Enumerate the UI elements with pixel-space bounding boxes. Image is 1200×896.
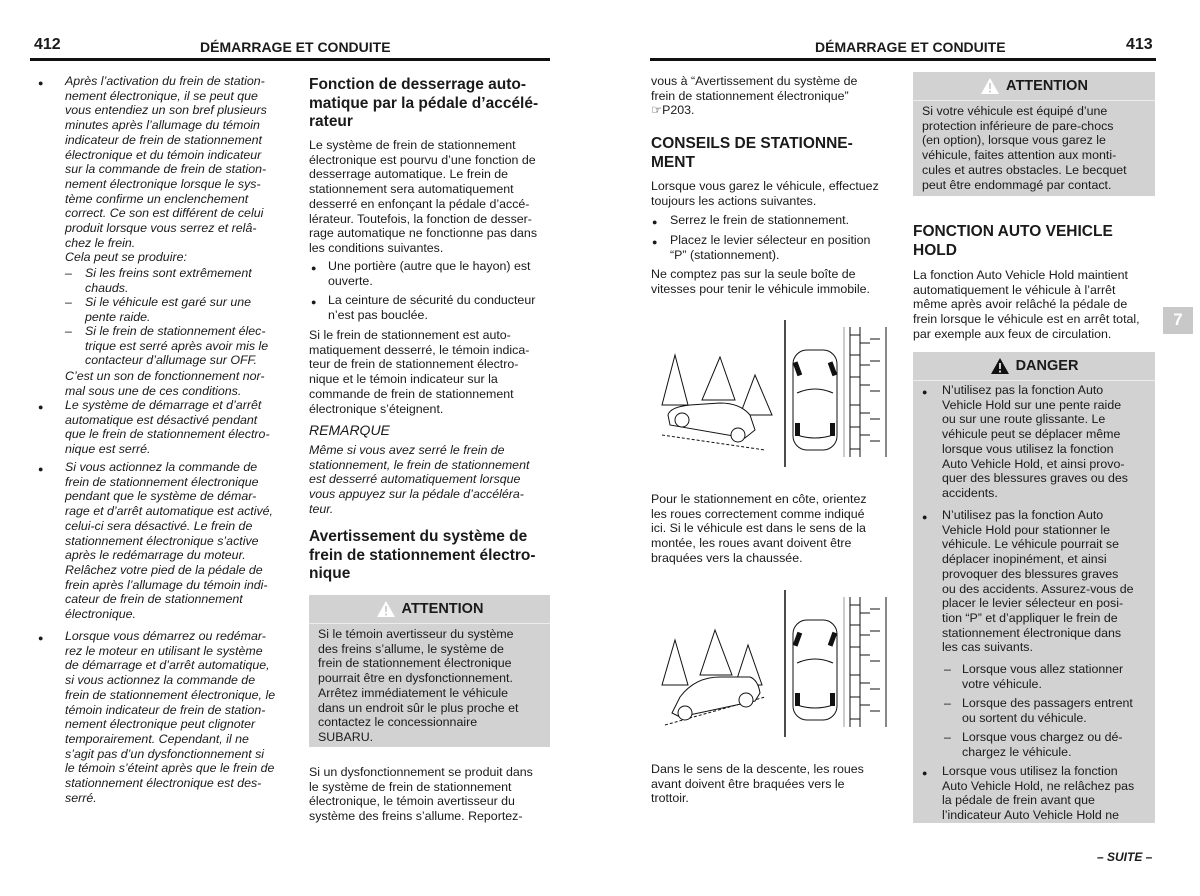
note-text: C’est un son de fonctionnement nor- mal sous une de ces conditions. <box>65 369 265 398</box>
paragraph: vous à “Avertissement du système de frein de stationnement électronique” ☞P203. <box>651 74 858 118</box>
attention-box <box>913 72 1155 196</box>
paragraph: Le système de frein de stationnement électronique est pourvu d’une fonction de desserrage automatique. Le frein de stationnement sera automatiquement desserré en enfonçant la pédale d’accé- lérateur. Toutefois, la fonction de desser- rage automatique ne fonctionne pas dans les conditions suivantes. <box>309 138 538 255</box>
bullet: ● <box>38 633 44 643</box>
paragraph: Lorsque vous garez le véhicule, effectuez toujours les actions suivantes. <box>651 179 879 208</box>
note-item: Si vous actionnez la commande de frein de stationnement électronique pendant que le système de démar- rage et d’arrêt automatique est activé, celui-ci sera désactivé. Le frein de stationnement électronique s’active après le redémarrage du moteur. Relâchez votre pied de la pédale de frein après l’allumage du témoin indi- cateur de frein de stationnement électronique. <box>65 460 274 622</box>
danger-label: DANGER <box>1015 357 1079 374</box>
bullet: ● <box>922 768 928 778</box>
note-item: Lorsque vous démarrez ou redémar- rez le moteur en utilisant le système de démarrage et d’arrêt automatique, si vous actionnez la commande de frein de stationnement électronique, le témoin indicateur de frein de station- nement électronique peut clignoter temporairement. Cependant, il ne s’agit pas d’un dysfonctionnement si le témoin s’éteint après que le frein de stationnement électronique est des- serré. <box>65 629 276 805</box>
danger-title <box>913 352 1155 380</box>
section-heading: Avertissement du système de frein de stationnement électro- nique <box>309 528 536 582</box>
warning-icon <box>980 77 1000 95</box>
page-header-right: DÉMARRAGE ET CONDUITE <box>815 39 1006 55</box>
bullet: ● <box>311 297 317 307</box>
dash: – <box>65 266 72 280</box>
bullet: ● <box>922 512 928 522</box>
section-heading: CONSEILS DE STATIONNE- MENT <box>651 135 853 171</box>
paragraph: Ne comptez pas sur la seule boîte de vitesses pour tenir le véhicule immobile. <box>651 267 870 296</box>
danger-item: N’utilisez pas la fonction Auto Vehicle Hold sur une pente raide ou sur une route glissante. Le véhicule peut se déplacer même lorsque vous utilisez la fonction Auto Vehicle Hold, et ainsi provo- quer des blessures graves ou des accidents. <box>942 383 1128 500</box>
note-text: Cela peut se produire: <box>65 250 187 264</box>
uphill-parking-illustration <box>650 315 900 475</box>
list-item: La ceinture de sécurité du conducteur n’est pas bouclée. <box>328 293 536 322</box>
bullet: ● <box>38 464 44 474</box>
dash: – <box>65 295 72 309</box>
dash-item: Lorsque des passagers entrent ou sortent du véhicule. <box>962 696 1133 725</box>
dash: – <box>944 696 951 710</box>
header-rule-left <box>30 58 550 61</box>
attention-title <box>309 595 550 623</box>
remark-text: Même si vous avez serré le frein de stationnement, le frein de stationnement est desserré automatiquement lorsque vous appuyez sur la pédale d’accéléra- teur. <box>309 443 530 516</box>
attention-text: Si votre véhicule est équipé d’une protection inférieure de pare-chocs (en option), lorsque vous garez le véhicule, faites attention aux monti- cules et autres obstacles. Le becquet peut être endommagé par contact. <box>922 104 1127 192</box>
dash: – <box>944 662 951 676</box>
attention-label: ATTENTION <box>1006 77 1088 94</box>
list-item: Serrez le frein de stationnement. <box>670 213 850 227</box>
bullet: ● <box>652 217 658 227</box>
page-header-left: DÉMARRAGE ET CONDUITE <box>200 39 391 55</box>
dash-item: Lorsque vous chargez ou dé- chargez le véhicule. <box>962 730 1123 759</box>
dash-item: Si les freins sont extrêmement chauds. <box>85 266 252 295</box>
section-heading: FONCTION AUTO VEHICLE HOLD <box>913 223 1113 259</box>
paragraph: Dans le sens de la descente, les roues avant doivent être braquées vers le trottoir. <box>651 762 864 806</box>
paragraph: Si le frein de stationnement est auto- matiquement desserré, le témoin indica- teur de frein de stationnement électro- nique et le témoin indicateur sur la commande de frein de stationnement électronique s’éteignent. <box>309 328 530 416</box>
bullet: ● <box>652 237 658 247</box>
bullet: ● <box>922 387 928 397</box>
danger-icon <box>990 357 1010 375</box>
header-rule-right <box>650 58 1156 61</box>
bullet: ● <box>38 402 44 412</box>
page-number-right: 413 <box>1126 36 1153 53</box>
paragraph: Si un dysfonctionnement se produit dans le système de frein de stationnement électronique, le témoin avertisseur du système des freins s’allume. Reportez- <box>309 765 533 824</box>
paragraph: Pour le stationnement en côte, orientez les roues correctement comme indiqué ici. Si le véhicule est dans le sens de la montée, les roues avant doivent être braquées vers la chaussée. <box>651 492 867 565</box>
dash-item: Si le frein de stationnement élec- trique est serré après avoir mis le contacteur d’allumage sur OFF. <box>85 324 269 368</box>
page-number-left: 412 <box>34 36 61 53</box>
continued-footer: – SUITE – <box>1097 850 1153 864</box>
section-heading: Fonction de desserrage auto- matique par la pédale d’accélé- rateur <box>309 76 539 130</box>
dash: – <box>65 324 72 338</box>
attention-label: ATTENTION <box>401 600 484 617</box>
list-item: Placez le levier sélecteur en position “P” (stationnement). <box>670 233 871 262</box>
danger-item: N’utilisez pas la fonction Auto Vehicle Hold pour stationner le véhicule. Le véhicule pourrait se déplacer inopinément, et ainsi provoquer des blessures graves ou des accidents. Assurez-vous de placer le levier sélecteur en posi- tion “P” et d’appliquer le frein de stationnement électronique dans les cas suivants. <box>942 508 1134 655</box>
paragraph: La fonction Auto Vehicle Hold maintient automatiquement le véhicule à l’arrêt même après avoir relâché la pédale de frein lorsque le véhicule est en arrêt total, par exemple aux feux de circulation. <box>913 268 1140 341</box>
dash-item: Lorsque vous allez stationner votre véhicule. <box>962 662 1124 691</box>
note-item: Après l’activation du frein de station- nement électronique, il se peut que vous entendiez un son bref plusieurs minutes après l’allumage du témoin indicateur de frein de stationnement électronique et du témoin indicateur sur la commande de frein de station- nement électronique lorsque le sys- tème confirme un enclenchement correct. Ce son est différent de celui produit lorsque vous serrez et relâ- chez le frein. <box>65 74 267 250</box>
bullet: ● <box>311 263 317 273</box>
chapter-tab: 7 <box>1163 307 1193 334</box>
remark-title: REMARQUE <box>309 422 390 438</box>
warning-icon <box>376 600 396 618</box>
dash: – <box>944 730 951 744</box>
danger-item: Lorsque vous utilisez la fonction Auto Vehicle Hold, ne relâchez pas la pédale de frein avant que l’indicateur Auto Vehicle Hold ne <box>942 764 1135 823</box>
note-item: Le système de démarrage et d’arrêt automatique est désactivé pendant que le frein de stationnement électro- nique est serré. <box>65 398 270 457</box>
attention-text: Si le témoin avertisseur du système des freins s’allume, le système de frein de stationnement électronique pourrait être en dysfonctionnement. Arrêtez immédiatement le véhicule dans un endroit sûr le plus proche et contactez le concessionnaire SUBARU. <box>318 627 519 744</box>
attention-title <box>913 72 1155 100</box>
dash-item: Si le véhicule est garé sur une pente raide. <box>85 295 251 324</box>
bullet: ● <box>38 78 44 88</box>
downhill-parking-illustration <box>650 585 900 745</box>
list-item: Une portière (autre que le hayon) est ouverte. <box>328 259 531 288</box>
attention-box <box>309 595 550 747</box>
